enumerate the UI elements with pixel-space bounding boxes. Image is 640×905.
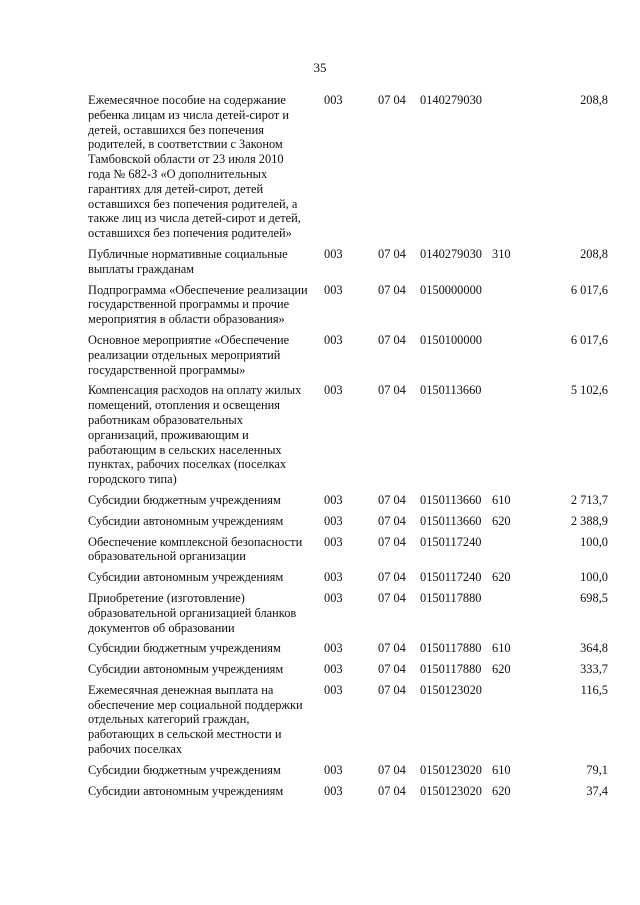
table-row	[88, 333, 608, 383]
table-row	[88, 591, 608, 641]
row-expense-type: 610	[492, 641, 511, 656]
row-ved-code: 003	[324, 570, 343, 585]
row-section-code: 07 04	[378, 590, 406, 605]
row-target-article: 0150113660	[420, 383, 482, 398]
row-sum: 208,8	[580, 93, 608, 107]
table-row	[88, 763, 608, 784]
row-sum: 116,5	[580, 682, 608, 697]
row-target-article: 0150123020	[420, 762, 482, 777]
row-target-article: 0150117880	[420, 662, 482, 677]
row-ved-code: 003	[324, 492, 343, 507]
row-target-article: 0150117880	[420, 641, 482, 656]
row-ved-code: 003	[324, 282, 343, 297]
budget-table-body	[88, 93, 608, 804]
table-row	[88, 93, 608, 247]
row-sum: 698,5	[580, 590, 608, 605]
table-row	[88, 784, 608, 805]
table-row	[88, 283, 608, 333]
row-sum: 2 713,7	[570, 492, 608, 507]
row-ved-code: 003	[324, 513, 343, 528]
row-ved-code: 003	[324, 383, 343, 398]
row-expense-type: 610	[492, 492, 511, 507]
row-section-code: 07 04	[378, 282, 406, 297]
budget-table	[88, 93, 608, 804]
row-section-code: 07 04	[378, 783, 406, 798]
row-expense-type: 610	[492, 762, 511, 777]
row-name: Основное мероприятие «Обеспечение реализации отдельных мероприятий государственной программы»	[88, 332, 290, 377]
row-expense-type	[492, 535, 528, 571]
table-row	[88, 683, 608, 763]
row-ved-code: 003	[324, 641, 343, 656]
row-section-code: 07 04	[378, 534, 406, 549]
page-number: 35	[313, 60, 327, 75]
row-name: Компенсация расходов на оплату жилых помещений, отопления и освещения работникам образовательных организаций, проживающим и работающим в сельских населенных пунктах, рабочих поселках (поселках городского типа)	[88, 383, 302, 487]
row-target-article: 0150113660	[420, 513, 482, 528]
row-expense-type	[492, 93, 528, 247]
row-section-code: 07 04	[378, 513, 406, 528]
row-expense-type: 620	[492, 662, 511, 677]
row-name: Субсидии бюджетным учреждениям	[88, 762, 281, 777]
row-section-code: 07 04	[378, 93, 406, 107]
row-expense-type: 620	[492, 513, 511, 528]
row-target-article: 0140279030	[420, 246, 482, 261]
row-expense-type: 620	[492, 783, 511, 798]
row-name: Ежемесячная денежная выплата на обеспечение мер социальной поддержки отдельных категорий граждан, работающих в сельской местности и рабочих поселках	[88, 682, 303, 757]
row-section-code: 07 04	[378, 662, 406, 677]
row-target-article: 0140279030	[420, 93, 482, 107]
row-ved-code: 003	[324, 93, 343, 107]
row-section-code: 07 04	[378, 641, 406, 656]
row-sum: 2 388,9	[570, 513, 608, 528]
row-target-article: 0150113660	[420, 492, 482, 507]
row-name: Субсидии бюджетным учреждениям	[88, 641, 281, 656]
row-sum: 6 017,6	[570, 282, 608, 297]
row-target-article: 0150117240	[420, 534, 482, 549]
row-expense-type: 310	[492, 246, 511, 261]
row-ved-code: 003	[324, 332, 343, 347]
row-ved-code: 003	[324, 662, 343, 677]
row-expense-type	[492, 283, 528, 333]
row-sum: 37,4	[586, 783, 608, 798]
row-target-article: 0150117240	[420, 570, 482, 585]
table-row	[88, 247, 608, 283]
row-sum: 364,8	[580, 641, 608, 656]
row-expense-type	[492, 333, 528, 383]
row-expense-type: 620	[492, 570, 511, 585]
row-sum: 208,8	[580, 246, 608, 261]
table-row	[88, 514, 608, 535]
row-expense-type	[492, 383, 528, 493]
row-section-code: 07 04	[378, 383, 406, 398]
row-ved-code: 003	[324, 590, 343, 605]
row-sum: 79,1	[586, 762, 608, 777]
row-section-code: 07 04	[378, 492, 406, 507]
row-ved-code: 003	[324, 783, 343, 798]
row-section-code: 07 04	[378, 762, 406, 777]
row-target-article: 0150123020	[420, 682, 482, 697]
row-expense-type	[492, 683, 528, 763]
table-row	[88, 641, 608, 662]
row-name: Субсидии автономным учреждениям	[88, 662, 284, 677]
row-name: Подпрограмма «Обеспечение реализации государственной программы и прочие мероприятия в области образования»	[88, 282, 308, 327]
row-sum: 6 017,6	[570, 332, 608, 347]
row-name: Приобретение (изготовление) образовательной организацией бланков документов об образовании	[88, 590, 297, 635]
row-ved-code: 003	[324, 246, 343, 261]
row-section-code: 07 04	[378, 570, 406, 585]
row-name: Ежемесячное пособие на содержание ребенка лицам из числа детей-сирот и детей, оставшихся без попечения родителей, в соответствии с Законом Тамбовской области от 23 июля 2010 года № 682-З «О дополнительных гарантиях для детей-сирот, детей оставшихся без попечения родителей, а также лиц из числа детей-сирот и детей, оставшихся без попечения родителей»	[88, 93, 301, 241]
row-target-article: 0150100000	[420, 332, 482, 347]
row-sum: 100,0	[580, 570, 608, 585]
row-name: Обеспечение комплексной безопасности образовательной организации	[88, 534, 303, 564]
row-section-code: 07 04	[378, 682, 406, 697]
row-sum: 100,0	[580, 534, 608, 549]
row-sum: 5 102,6	[570, 383, 608, 398]
row-section-code: 07 04	[378, 246, 406, 261]
row-target-article: 0150000000	[420, 282, 482, 297]
row-name: Субсидии бюджетным учреждениям	[88, 492, 281, 507]
table-row	[88, 535, 608, 571]
table-row	[88, 383, 608, 493]
table-row	[88, 570, 608, 591]
row-target-article: 0150123020	[420, 783, 482, 798]
row-section-code: 07 04	[378, 332, 406, 347]
row-name: Субсидии автономным учреждениям	[88, 783, 284, 798]
row-ved-code: 003	[324, 762, 343, 777]
row-name: Субсидии автономным учреждениям	[88, 570, 284, 585]
row-target-article: 0150117880	[420, 590, 482, 605]
table-row	[88, 493, 608, 514]
row-name: Публичные нормативные социальные выплаты гражданам	[88, 246, 288, 276]
row-expense-type	[492, 591, 528, 641]
row-ved-code: 003	[324, 534, 343, 549]
table-row	[88, 662, 608, 683]
row-sum: 333,7	[580, 662, 608, 677]
row-name: Субсидии автономным учреждениям	[88, 513, 284, 528]
row-ved-code: 003	[324, 682, 343, 697]
